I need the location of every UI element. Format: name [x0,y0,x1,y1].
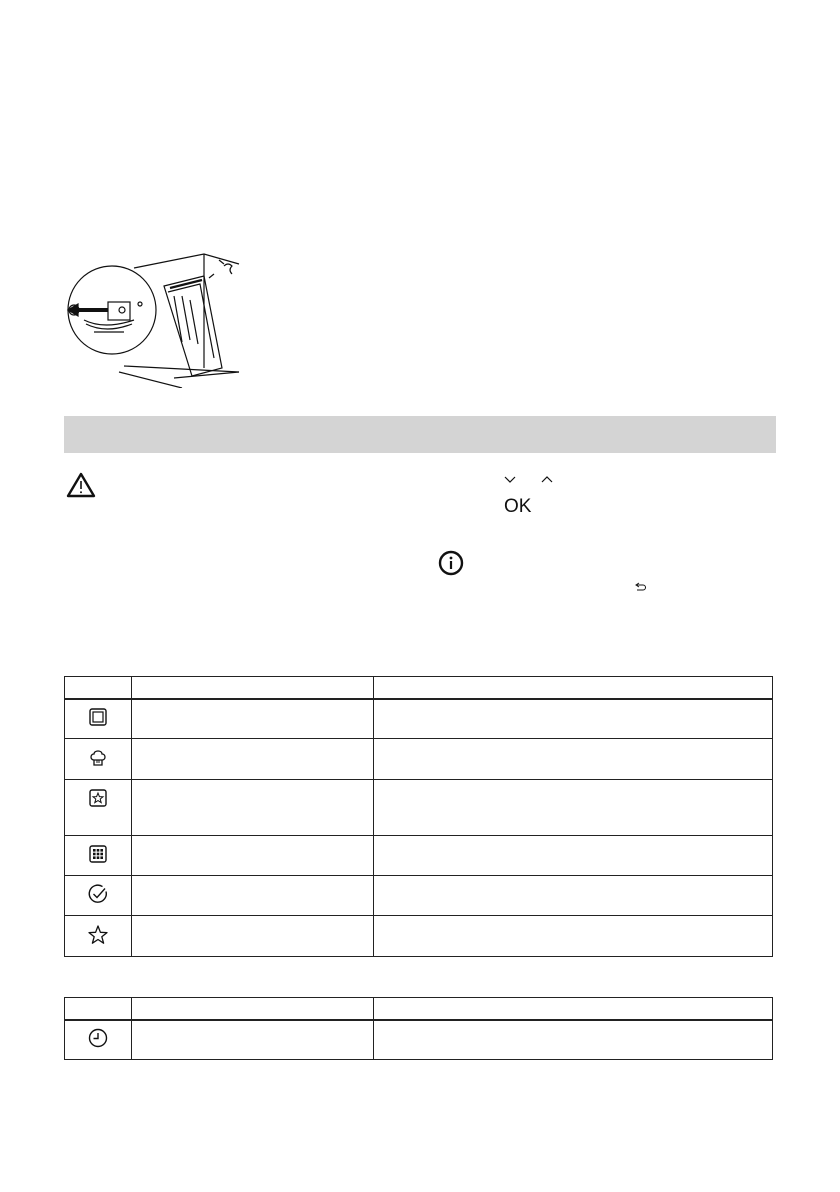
chef-hat-icon [88,748,108,768]
oven-hinge-illustration [64,248,244,388]
table-row [65,836,773,876]
ok-icon: OK [504,496,532,517]
grid-icon [88,844,108,864]
back-arrow-icon [634,582,648,594]
chevron-up-icon [540,474,554,484]
square-frame-icon [88,707,108,727]
table-cell-description [374,1020,773,1060]
table-row [65,1020,773,1060]
info-icon [438,550,464,576]
menu-table [64,676,773,957]
table-cell-name [132,1020,374,1060]
table-header-cell [374,998,773,1020]
table-cell-description [374,739,773,780]
table-cell-name [132,699,374,739]
section-header-bar [64,416,776,453]
table-row [65,916,773,957]
clock-icon [87,1027,109,1049]
table-cell-description [374,916,773,957]
star-icon [87,924,109,946]
table-cell-name [132,876,374,916]
table-cell-description [374,836,773,876]
table-header-cell [132,677,374,699]
table-cell-name [132,780,374,836]
table-header-cell [132,998,374,1020]
check-circle-icon [87,883,109,905]
warning-triangle-icon [66,472,96,498]
table-cell-name [132,916,374,957]
clock-table [64,997,773,1060]
table-header-cell [65,677,132,699]
table-header-row [65,677,773,699]
table-cell-name [132,836,374,876]
table-row [65,699,773,739]
table-cell-description [374,699,773,739]
table-header-cell [374,677,773,699]
table-row [65,876,773,916]
star-in-square-icon [88,788,108,808]
table-row [65,780,773,836]
table-cell-description [374,780,773,836]
chevron-down-icon [503,474,517,484]
table-header-cell [65,998,132,1020]
table-cell-name [132,739,374,780]
table-cell-description [374,876,773,916]
table-header-row [65,998,773,1020]
table-row [65,739,773,780]
